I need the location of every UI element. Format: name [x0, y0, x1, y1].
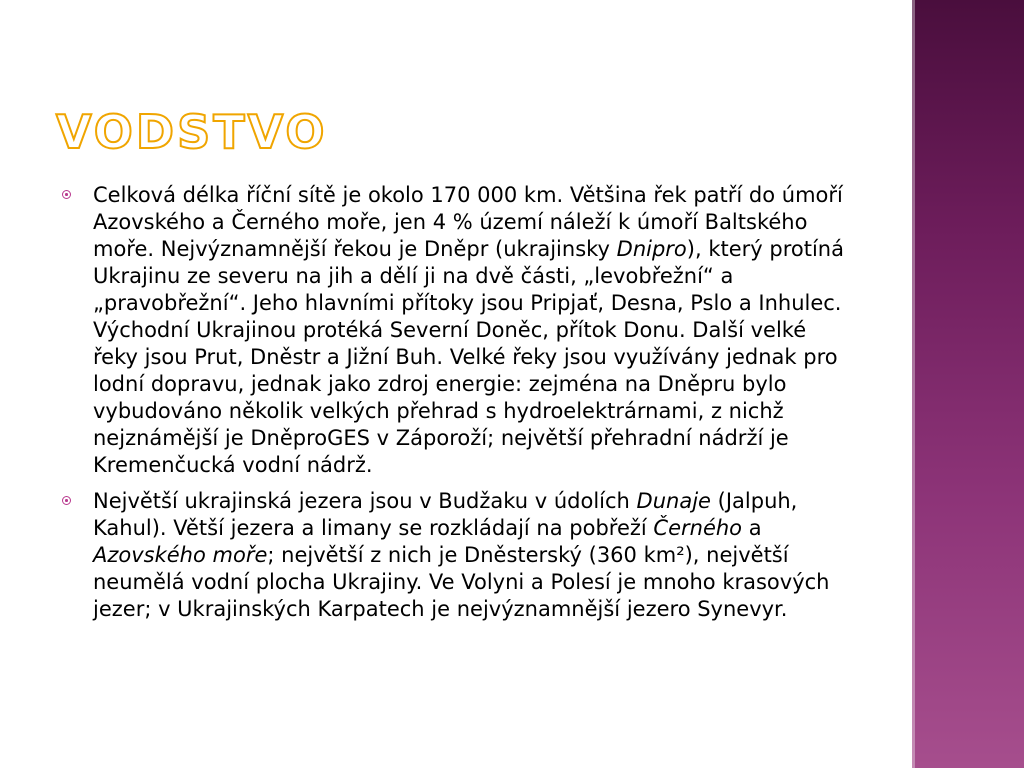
decorative-side-band	[912, 0, 1024, 768]
text-segment: ), který protíná Ukrajinu ze severu na jih a dělí ji na dvě části, „levobřežní“ a „pravobřežní“. Jeho hlavními přítoky jsou Pripjať, Desna, Pslo a Inhulec. Východní Ukrajinou protéká Severní Doněc, přítok Donu. Další velké řeky jsou Prut, Dněstr a Jižní Buh. Velké řeky jsou využívány jednak pro lodní dopravu, jednak jako zdroj energie: zejména na Dněpru bylo vybudováno několik velkých přehrad s hydroelektrárnami, z nichž nejznámější je DněproGES v Záporoží; největší přehradní nádrží je Kremenčucká vodní nádrž.	[93, 237, 844, 477]
bullet-icon	[62, 190, 71, 199]
text-segment: a	[742, 516, 762, 540]
italic-term: Dunaje	[636, 489, 711, 513]
text-segment: (Jalpuh, Kahul). Větší jezera a limany se rozkládají na pobřeží	[93, 489, 798, 540]
italic-term: Černého	[653, 516, 743, 540]
text-segment: Celková délka říční sítě je okolo 170 000 km. Většina řek patří do úmoří Azovského a Černého moře, jen 4 % území náleží k úmoří Baltského moře. Nejvýznamnější řekou je Dněpr (ukrajinsky	[93, 183, 843, 261]
bullet-icon	[62, 496, 71, 505]
slide-title: VODSTVO	[56, 105, 328, 159]
bullet-text	[93, 489, 829, 621]
bullet-text	[93, 183, 844, 477]
bullet-item-rivers	[62, 182, 857, 479]
italic-term: Azovského moře	[93, 543, 268, 567]
bullet-list	[62, 182, 857, 632]
text-segment: Největší ukrajinská jezera jsou v Budžaku v údolích	[93, 489, 637, 513]
bullet-item-lakes	[62, 488, 857, 623]
text-segment: ; největší z nich je Dněsterský (360 km²), největší neumělá vodní plocha Ukrajiny. Ve Volyni a Polesí je mnoho krasových jezer; v Ukrajinských Karpatech je nejvýznamnější jezero Synevyr.	[93, 543, 830, 621]
italic-term: Dnipro	[616, 237, 687, 261]
